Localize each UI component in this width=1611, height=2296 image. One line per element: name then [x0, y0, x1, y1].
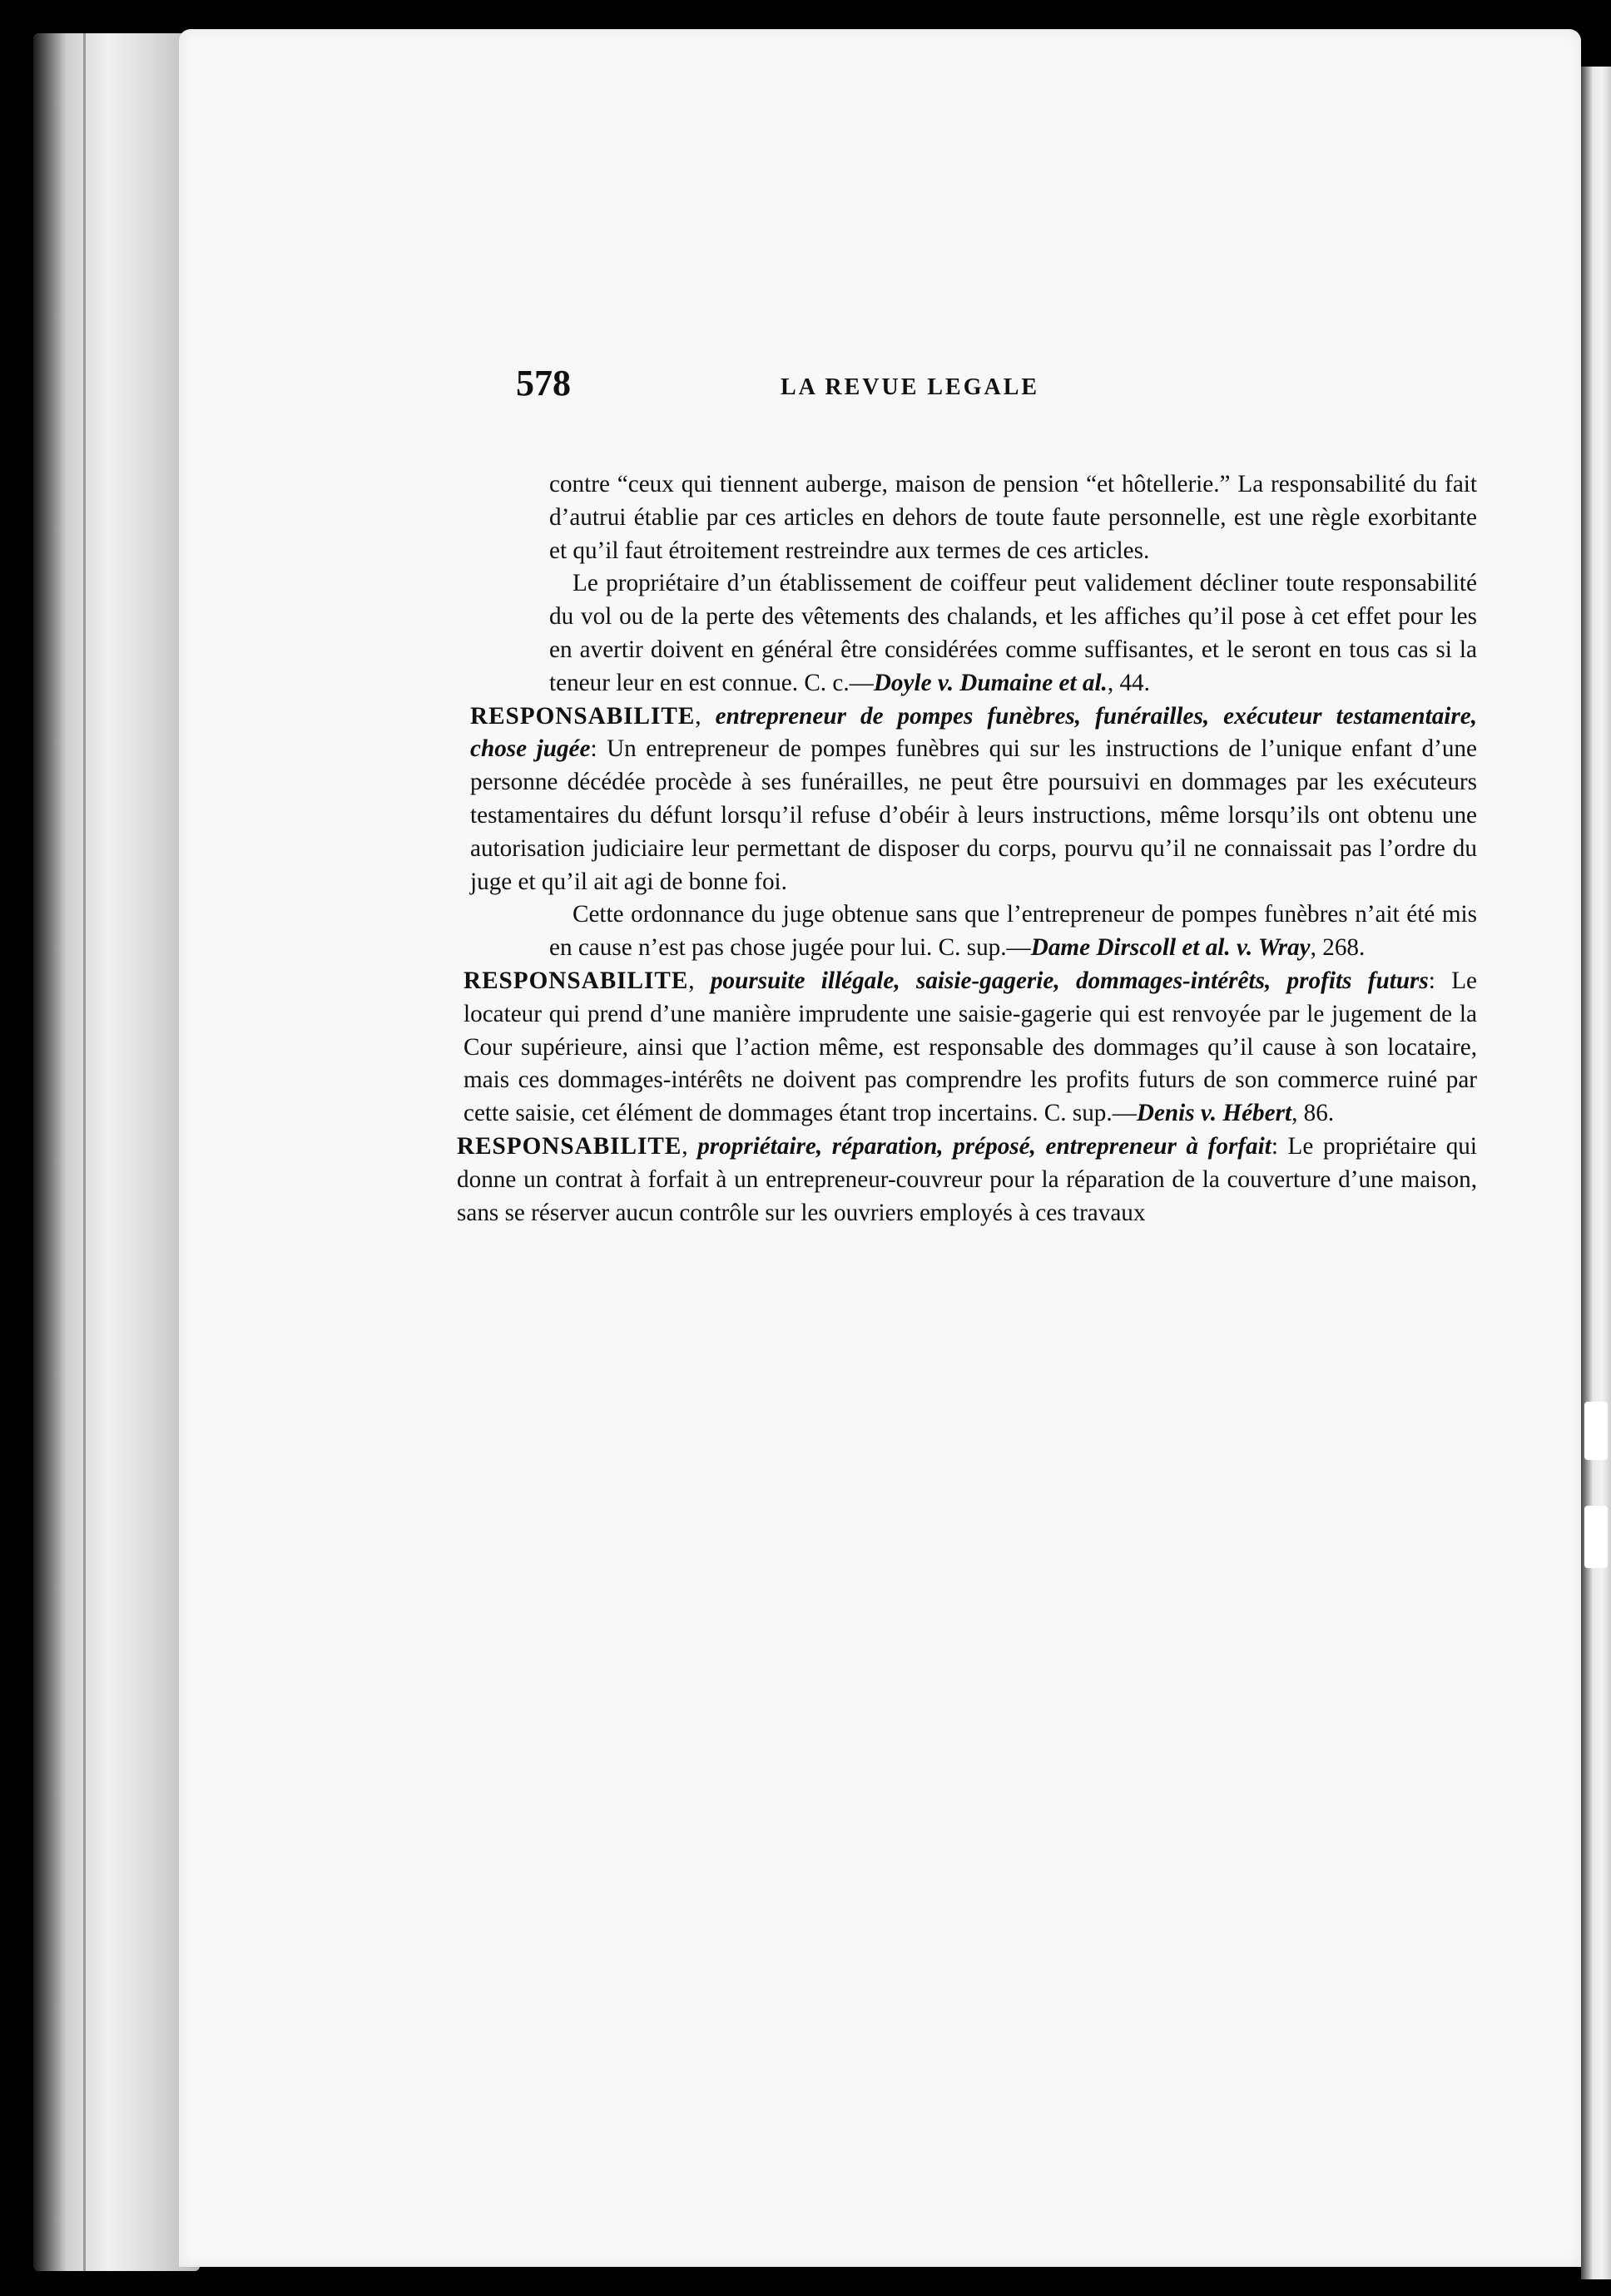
- document-page: [179, 29, 1581, 2267]
- entry-subject-tags: poursuite illégale, saisie-gagerie, dommages-intérêts, profits futurs: [710, 967, 1429, 994]
- paper-tab: [1584, 1506, 1608, 1568]
- citation-page: , 86.: [1291, 1100, 1335, 1127]
- entry-keyword: RESPONSABILITE: [463, 967, 689, 994]
- entry-subject-tags: propriétaire, réparation, préposé, entrepreneur à forfait: [697, 1132, 1271, 1160]
- paragraph: [478, 567, 1477, 700]
- citation-page: , 44.: [1107, 669, 1150, 696]
- entry-keyword: RESPONSABILITE: [470, 702, 696, 730]
- paragraph-text: Cette ordonnance du juge obtenue sans que l’entrepreneur de pompes funèbres n’ait été mis en cause n’est pas chose jugée pour lui. C. sup.—: [549, 901, 1477, 962]
- entry-text: : Le propriétaire qui donne un contrat à forfait à un entrepreneur-couvreur pour la réparation de la couverture d’une maison, sans se réserver aucun contrôle sur les ouvriers employés à ces travaux: [457, 1132, 1477, 1226]
- book-binding-edge: [33, 33, 200, 2271]
- paper-tab: [1584, 1402, 1608, 1460]
- running-title: LA REVUE LEGALE: [781, 374, 1040, 400]
- case-citation: Dame Dirscoll et al. v. Wray: [1030, 934, 1311, 962]
- case-citation: Denis v. Hébert: [1136, 1100, 1292, 1127]
- paragraph-text: Le propriétaire d’un établissement de coiffeur peut validement décliner toute responsabilité du vol ou de la perte des vêtements des chalands, et les affiches qu’il pose à cet effet pour les en avertir doivent en général être considérées comme suffisantes, et le seront en tous cas si la teneur leur en est connue. C. c.—: [549, 570, 1477, 696]
- entry-text: : Un entrepreneur de pompes funèbres qui sur les instructions de l’unique enfant d’une personne décédée procède à ses funérailles, ne peut être poursuivi en dommages par les exécuteurs testamentaires du défunt lorsqu’il refuse d’obéir à leurs instructions, même lorsqu’ils ont obtenu une autorisation judiciaire leur permettant de disposer du corps, pourvu qu’il ne connaissait pas l’ordre du juge et qu’il ait agi de bonne foi.: [470, 735, 1477, 895]
- index-entry: RESPONSABILITE, entrepreneur de pompes funèbres, funérailles, exécuteur testamentaire, chose jugée: Un entrepreneur de pompes funèbres qui sur les instructions de l’unique enfant d’une personne décédée procède à ses funérailles, ne peut être poursuivi en dommages par les exécuteurs testamentaires du défunt lorsqu’il refuse d’obéir à leurs instructions, même lorsqu’ils ont obtenu une autorisation judiciaire leur permettant de disposer du corps, pourvu qu’il ne connaissait pas l’ordre du juge et qu’il ait agi de bonne foi.: [470, 702, 1478, 895]
- paragraph: [478, 468, 1477, 567]
- paragraph-text: contre “ceux qui tiennent auberge, maison de pension “et hôtellerie.” La responsabilité du fait d’autrui établie par ces articles en dehors de toute faute personnelle, est une règle exorbitante et qu’il faut étroitement restreindre aux termes de ces articles.: [549, 471, 1477, 564]
- entry-subject-tags: entrepreneur de pompes funèbres, funérailles, exécuteur testamentaire, chose jugée: [470, 702, 1478, 763]
- citation-page: , 268.: [1310, 934, 1366, 962]
- entry-text: : Le locateur qui prend d’une manière imprudente une saisie-gagerie qui est renvoyée par le jugement de la Cour supérieure, ainsi que l’action même, est responsable des dommages qu’il cause à son locataire, mais ces dommages-intérêts ne doivent pas comprendre les profits futurs de son commerce ruiné par cette saisie, cet élément de dommages étant trop incertains. C. sup.—: [463, 967, 1478, 1127]
- case-citation: Doyle v. Dumaine et al.: [873, 669, 1108, 696]
- adjacent-page-strip: [1581, 67, 1611, 2279]
- page-number: 578: [516, 363, 571, 403]
- index-entry: RESPONSABILITE, propriétaire, réparation, préposé, entrepreneur à forfait: Le propriétaire qui donne un contrat à forfait à un entrepreneur-couvreur pour la réparation de la couverture d’une maison, sans se réserver aucun contrôle sur les ouvriers employés à ces travaux: [457, 1132, 1477, 1226]
- body-text: [457, 468, 1478, 1230]
- index-entry: RESPONSABILITE, poursuite illégale, saisie-gagerie, dommages-intérêts, profits futurs: Le locateur qui prend d’une manière imprudente une saisie-gagerie qui est renvoyée par le jugement de la Cour supérieure, ainsi que l’action même, est responsable des dommages qu’il cause à son locataire, mais ces dommages-intérêts ne doivent pas comprendre les profits futurs de son commerce ruiné par cette saisie, cet élément de dommages étant trop incertains. C. sup.—Denis v. Hébert, 86.: [463, 967, 1478, 1127]
- entry-keyword: RESPONSABILITE: [457, 1132, 682, 1160]
- paragraph: [478, 898, 1477, 965]
